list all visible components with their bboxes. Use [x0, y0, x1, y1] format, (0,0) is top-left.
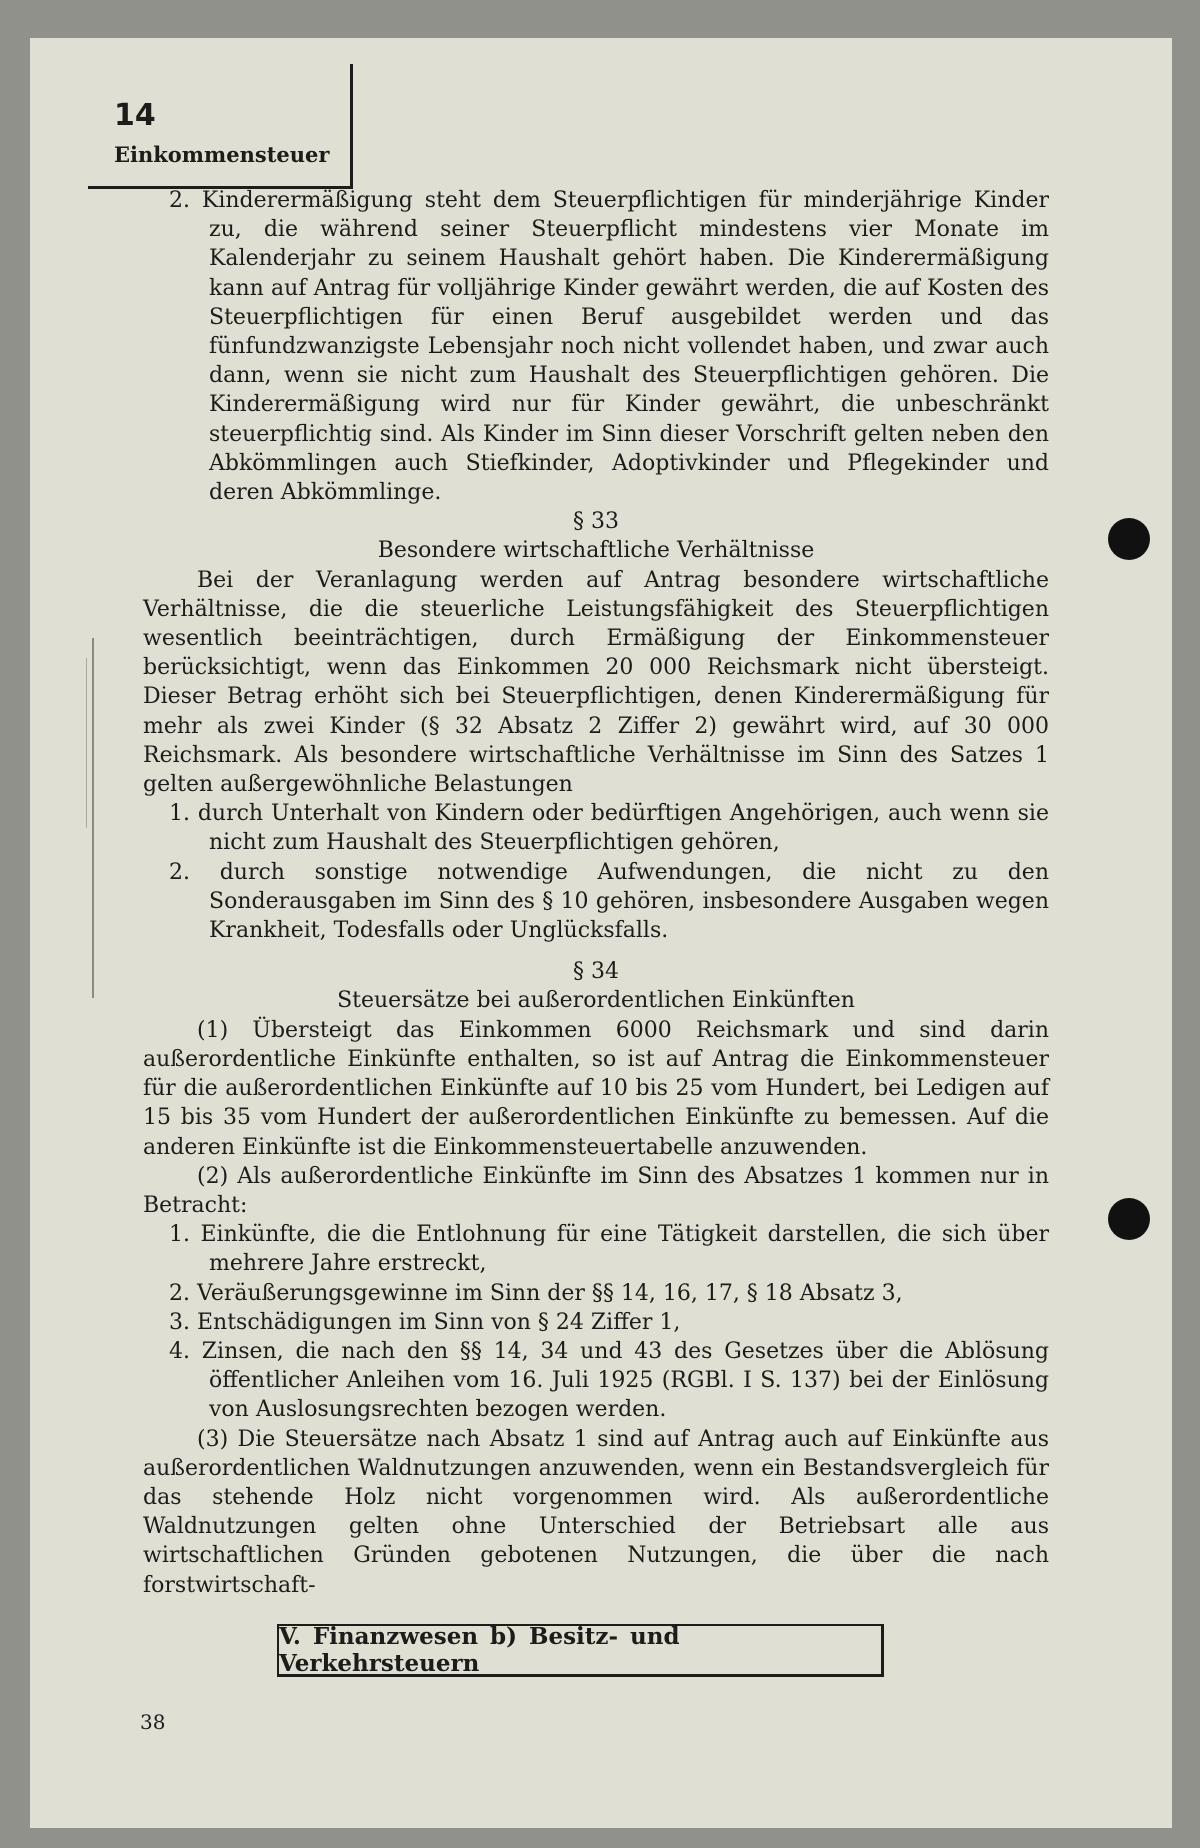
body-text [143, 186, 1049, 1600]
section-34-item-3: 3. Entschädigungen im Sinn von § 24 Ziffer 1, [169, 1309, 681, 1335]
section-34-paragraph-2: (2) Als außerordentliche Einkünfte im Sinn des Absatzes 1 kommen nur in Betracht: [143, 1163, 1049, 1218]
section-33-item-1: 1. durch Unterhalt von Kindern oder bedürftigen Angehörigen, auch wenn sie nicht zum Haushalt des Steuerpflichtigen gehören, [169, 801, 1049, 856]
running-title: Einkommensteuer [114, 142, 330, 167]
section-33-item-2: 2. durch sonstige notwendige Aufwendungen, die nicht zu den Sonderausgaben im Sinn des § 10 gehören, insbesondere Ausgaben wegen Krankheit, Todesfalls oder Unglücksfalls. [169, 859, 1049, 944]
section-34-title: Steuersätze bei außerordentlichen Einkünften [337, 988, 855, 1014]
footer-section-label: V. Finanzwesen b) Besitz- und Verkehrsteuern [277, 1624, 884, 1677]
section-34-paragraph-3: (3) Die Steuersätze nach Absatz 1 sind auf Antrag auch auf Einkünfte aus außerordentlichen Waldnutzungen anzuwenden, wenn ein Bestandsvergleich für das stehende Holz nicht vorgenommen wird. Als außerordentliche Waldnutzungen gelten ohne Unterschied der Betriebsart alle aus wirtschaftlichen Gründen gebotenen Nutzungen, die über die nach forstwirtschaft- [143, 1426, 1049, 1598]
footer-page-number: 38 [140, 1710, 166, 1734]
margin-mark [92, 638, 94, 998]
section-33-title: Besondere wirtschaftliche Verhältnisse [377, 538, 815, 564]
section-34-paragraph-1: (1) Übersteigt das Einkommen 6000 Reichsmark und sind darin außerordentliche Einkünfte enthalten, so ist auf Antrag die Einkommensteuer für die außerordentlichen Einkünfte auf 10 bis 25 vom Hundert, bei Ledigen auf 15 bis 35 vom Hundert der außerordentlichen Einkünfte zu bemessen. Auf die anderen Einkünfte ist die Einkommensteuertabelle anzuwenden. [143, 1017, 1049, 1160]
section-34-item-2: 2. Veräußerungsgewinne im Sinn der §§ 14, 16, 17, § 18 Absatz 3, [169, 1280, 903, 1306]
punch-hole-top [1108, 518, 1150, 560]
section-33-text: Bei der Veranlagung werden auf Antrag besondere wirtschaftliche Verhältnisse, die die steuerliche Leistungsfähigkeit des Steuerpflichtigen wesentlich beeinträchtigen, durch Ermäßigung der Einkommensteuer berücksichtigt, wenn das Einkommen 20 000 Reichsmark nicht übersteigt. Dieser Betrag erhöht sich bei Steuerpflichtigen, denen Kinderermäßigung für mehr als zwei Kinder (§ 32 Absatz 2 Ziffer 2) gewährt wird, auf 30 000 Reichsmark. Als besondere wirtschaftliche Verhältnisse im Sinn des Satzes 1 gelten außergewöhnliche Belastungen [143, 567, 1049, 798]
paragraph-item-2: 2. Kinderermäßigung steht dem Steuerpflichtigen für minderjährige Kinder zu, die während seiner Steuerpflicht mindestens vier Monate im Kalenderjahr zu seinem Haushalt gehört haben. Die Kinderermäßigung kann auf Antrag für volljährige Kinder gewährt werden, die auf Kosten des Steuerpflichtigen für einen Beruf ausgebildet werden und das fünfundzwanzigste Lebensjahr noch nicht vollendet haben, und zwar auch dann, wenn sie nicht zum Haushalt des Steuerpflichtigen gehören. Die Kinderermäßigung wird nur für Kinder gewährt, die unbeschränkt steuerpflichtig sind. Als Kinder im Sinn dieser Vorschrift gelten neben den Abkömmlingen auch Stiefkinder, Adoptivkinder und Pflegekinder und deren Abkömmlinge. [169, 188, 1049, 506]
punch-hole-bottom [1108, 1198, 1150, 1240]
page-number-large: 14 [114, 98, 156, 133]
header-box [88, 64, 353, 189]
document-page [30, 38, 1172, 1828]
section-33-number: § 33 [573, 509, 619, 535]
section-34-item-4: 4. Zinsen, die nach den §§ 14, 34 und 43 des Gesetzes über die Ablösung öffentlicher Anleihen vom 16. Juli 1925 (RGBl. I S. 137) bei der Einlösung von Auslosungsrechten bezogen werden. [169, 1338, 1049, 1423]
section-34-number: § 34 [573, 959, 619, 985]
section-34-item-1: 1. Einkünfte, die die Entlohnung für eine Tätigkeit darstellen, die sich über mehrere Jahre erstreckt, [169, 1222, 1049, 1277]
margin-mark-secondary [86, 658, 87, 828]
